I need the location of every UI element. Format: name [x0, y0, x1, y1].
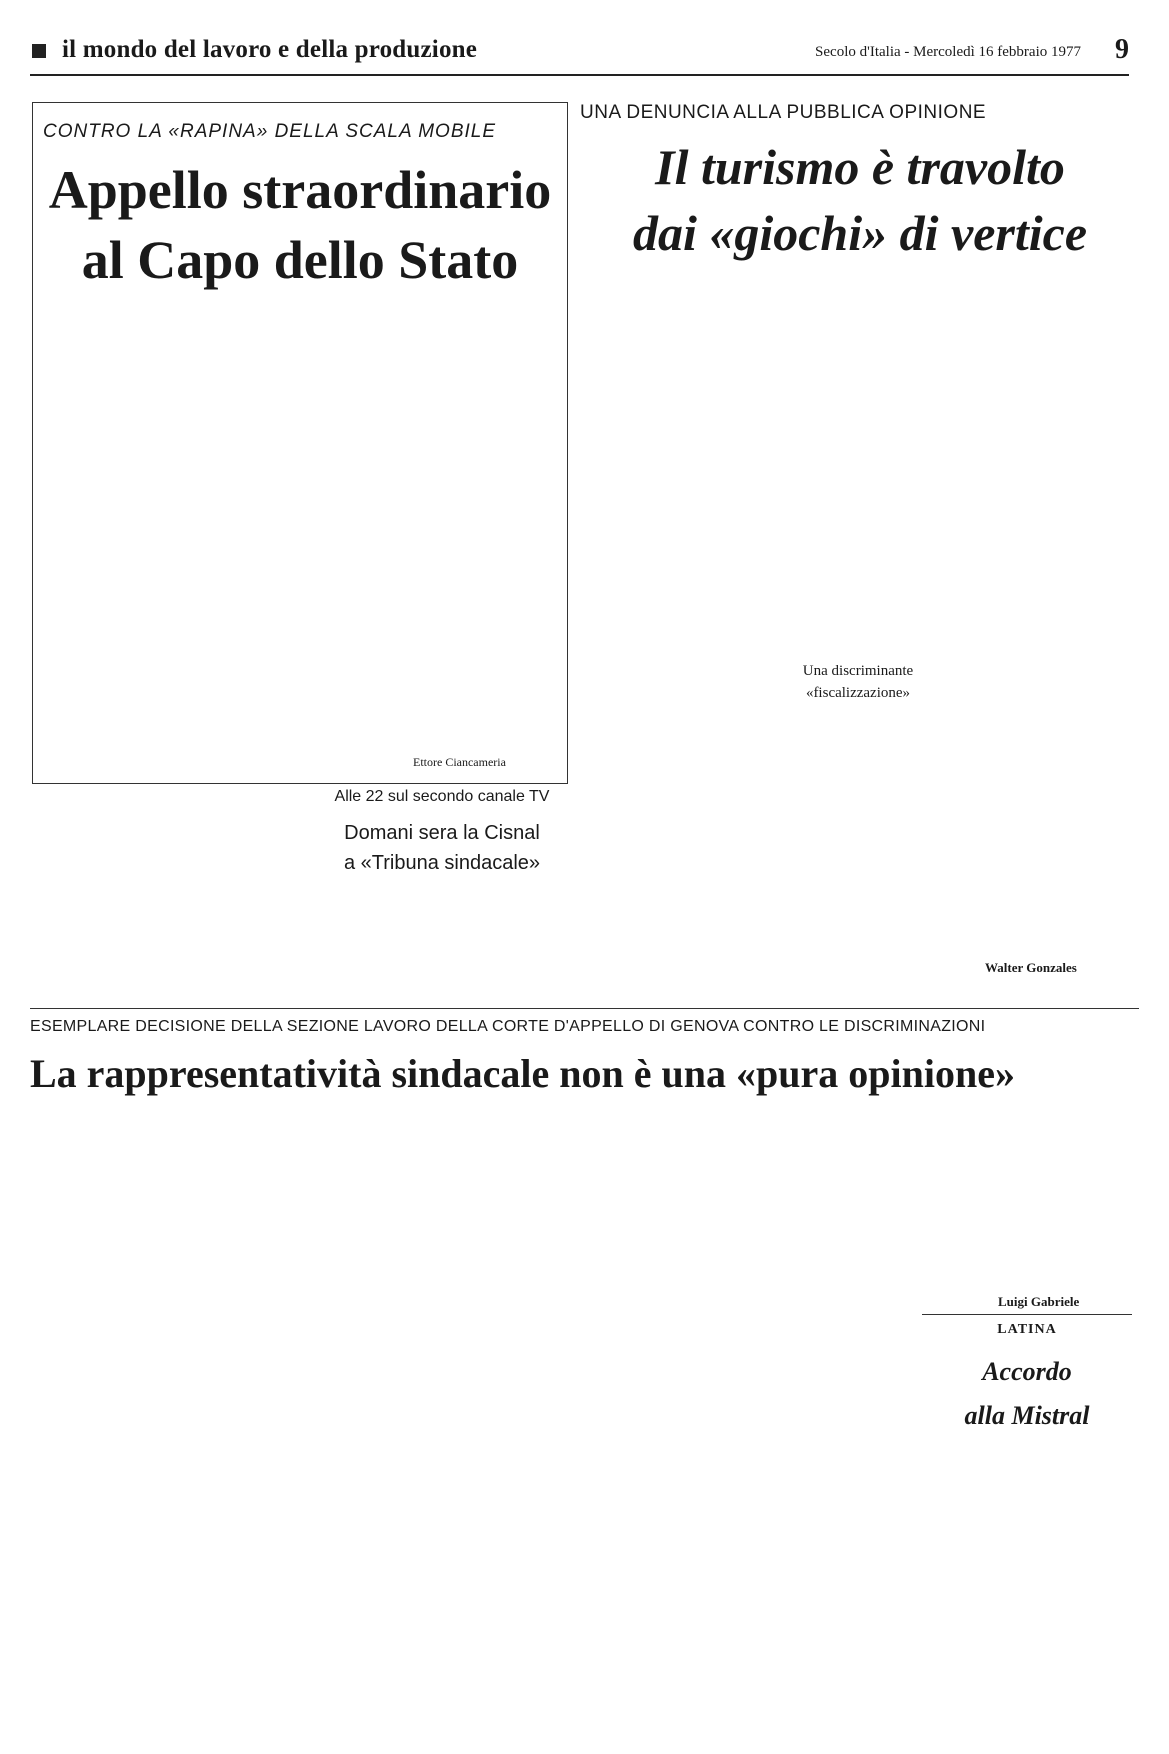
subhead-line-2: «fiscalizzazione»: [805, 685, 911, 701]
sidebar-divider: [922, 1314, 1132, 1315]
article-body-column: [188, 1122, 338, 1734]
article-body-column: [768, 708, 948, 974]
article-subhead: [768, 660, 948, 704]
article-box-tribuna: [318, 782, 566, 952]
article-body-column: [768, 262, 948, 642]
article-body-column: [30, 1122, 180, 1734]
section-marker: [32, 44, 46, 58]
article-kicker: ESEMPLARE DECISIONE DELLA SEZIONE LAVORO DELLA CORTE D'APPELLO DI GENOVA CONTRO LE DISCRIMINAZIONI: [30, 1018, 986, 1035]
article-body-column: [820, 1122, 915, 1734]
article-kicker: Alle 22 sul secondo canale TV: [334, 788, 550, 805]
headline-line-1: Domani sera la Cisnal: [344, 822, 540, 844]
article-body-column: [346, 1122, 496, 1734]
article-byline: Ettore Ciancameria: [413, 755, 506, 769]
article-kicker: CONTRO LA «RAPINA» DELLA SCALA MOBILE: [43, 121, 497, 142]
dateline: Secolo d'Italia - Mercoledì 16 febbraio 1977: [815, 44, 1081, 60]
article-kicker: UNA DENUNCIA ALLA PUBBLICA OPINIONE: [580, 102, 987, 123]
article-headline: [33, 155, 567, 295]
article-headline: [318, 818, 566, 878]
section-divider: [30, 1008, 1139, 1009]
headline-line-1: Accordo: [982, 1357, 1072, 1386]
headline-line-1: Appello straordinario: [48, 160, 552, 220]
headline-line-2: al Capo dello Stato: [81, 230, 519, 290]
article-body-column: [662, 1122, 812, 1734]
headline-line-1: Il turismo è travolto: [655, 139, 1065, 195]
section-title: il mondo del lavoro e della produzione: [62, 36, 478, 63]
masthead: [30, 30, 1129, 76]
article-body-column: [322, 884, 560, 946]
article-box-scala-mobile: [32, 102, 568, 784]
headline-line-2: a «Tribuna sindacale»: [343, 852, 541, 874]
article-body-column: [958, 262, 1144, 958]
article-headline: [922, 1350, 1132, 1438]
headline-line-2: dai «giochi» di vertice: [632, 205, 1088, 261]
page-number: 9: [1115, 34, 1129, 65]
article-byline: Walter Gonzales: [985, 960, 1077, 975]
article-kicker: LATINA: [997, 1322, 1057, 1337]
article-byline: Luigi Gabriele: [998, 1294, 1080, 1309]
subhead-line-1: Una discriminante: [802, 663, 914, 679]
article-body-column: [42, 790, 287, 950]
article-body-column: [504, 1122, 654, 1734]
article-body-column: [578, 262, 758, 974]
article-headline: [580, 134, 1140, 266]
headline-line-2: alla Mistral: [964, 1401, 1090, 1430]
article-body-column: [922, 1446, 1132, 1736]
article-headline: La rappresentatività sindacale non è una «pura opinione»: [30, 1051, 1015, 1096]
article-body-column: [922, 1122, 1132, 1292]
article-body-column: [45, 289, 290, 767]
